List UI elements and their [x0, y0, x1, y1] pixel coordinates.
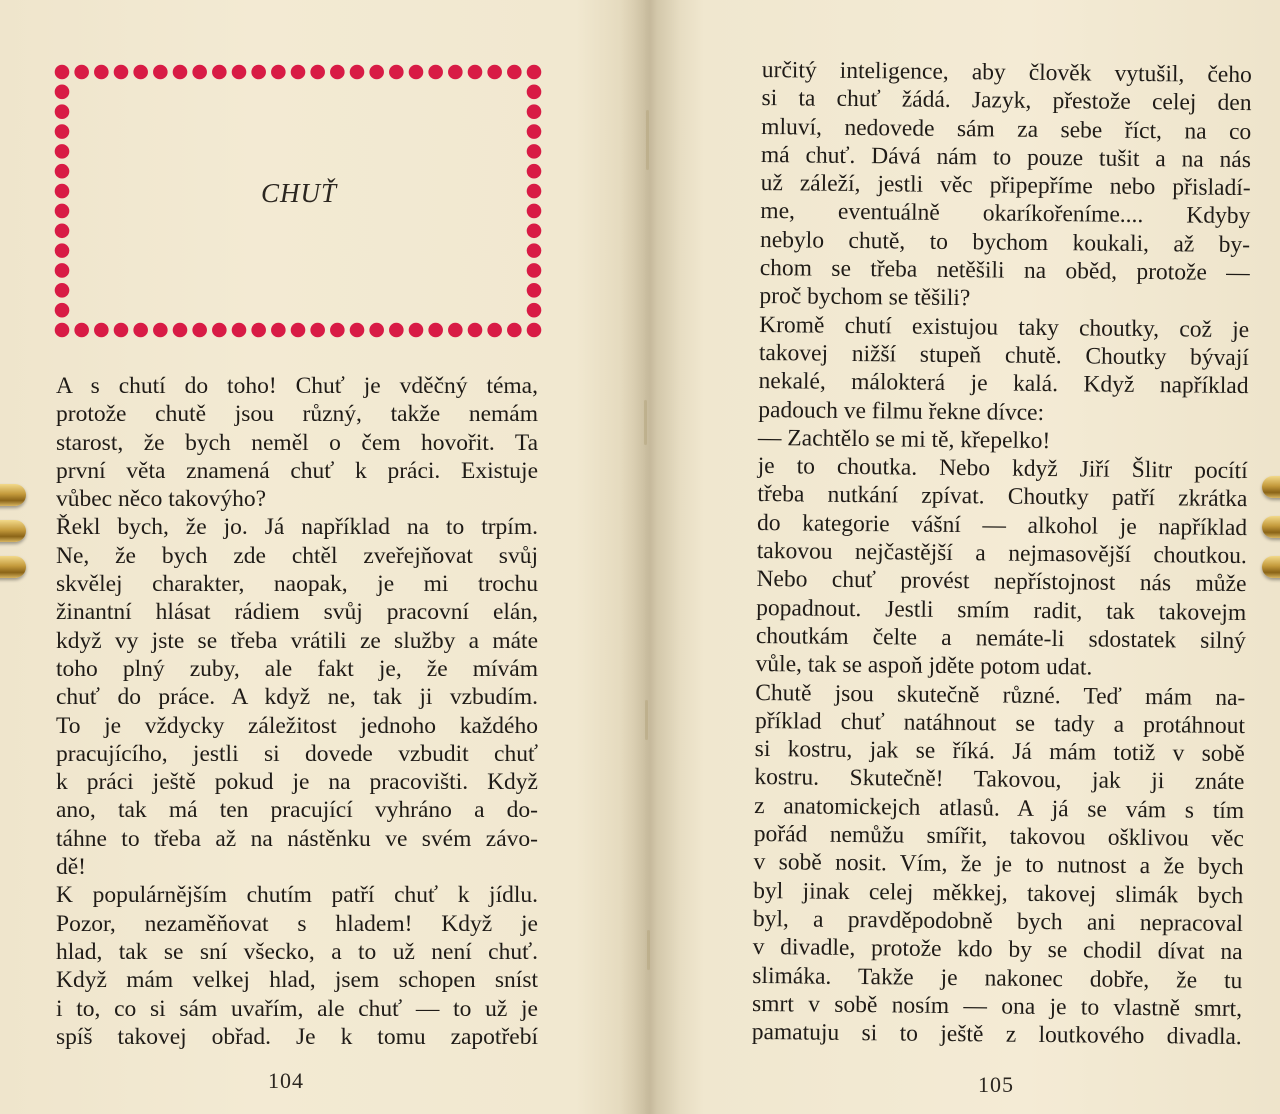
ornament-dot [271, 323, 286, 338]
ornament-dot [55, 243, 70, 258]
ornament-dot [212, 323, 227, 338]
ornament-dot [291, 323, 306, 338]
ornament-dot [468, 323, 483, 338]
text-line: když vy jste se třeba vrátili ze služby a máte [56, 627, 538, 654]
text-line: k práci ještě pokud je na pracovišti. Když [56, 769, 538, 796]
ornament-dot [507, 65, 522, 80]
ornament-dot [448, 323, 463, 338]
ornament-dot [527, 303, 542, 318]
ornament-dot [94, 323, 109, 338]
ornament-dot [55, 144, 70, 159]
ornament-dot [527, 243, 542, 258]
text-line: spíš takovej obřad. Je k tomu zapotřebí [56, 1023, 538, 1050]
ornament-dot [527, 263, 542, 278]
ornament-dot [173, 323, 188, 338]
ornament-dot [310, 323, 325, 338]
text-line: pořád nemůžu smířit, takovou ošklivou věc [753, 820, 1244, 853]
text-line: chom se třeba netěšili na oběd, protože — [759, 255, 1250, 287]
ornament-dot [507, 323, 522, 338]
text-line: protože chutě jsou různý, takže nemám [56, 401, 538, 428]
text-line: padouch ve filmu řekne dívce: [758, 396, 1045, 426]
ornament-dot [527, 144, 542, 159]
text-line: určitý inteligence, aby člověk vytušil, čeho [761, 56, 1252, 89]
text-line: třeba nutkání zpívat. Choutky patří zkrátka [757, 481, 1248, 513]
text-line: táhne to třeba až na nástěnku ve svém závo- [56, 825, 538, 852]
text-line: byl jinak celej měkkej, takovej slimák bych [753, 877, 1244, 909]
ornament-dot [114, 323, 129, 338]
text-line: si kostru, jak se říká. Já mám totiž v sobě [754, 736, 1245, 768]
ornament-dot [350, 65, 365, 80]
text-line: příklad chuť natáhnout se tady a protáhnout [754, 707, 1246, 739]
ornament-dot [428, 65, 443, 80]
ornament-dot [310, 65, 325, 80]
ornament-dot [192, 65, 207, 80]
ornament-dot [55, 164, 70, 179]
ornament-dot [487, 65, 502, 80]
text-line: pracujícího, jestli si dovede vzbudit chuť [56, 740, 538, 767]
ornament-dot [369, 65, 384, 80]
text-line: z anatomickejch atlasů. A já se vám s tím [754, 792, 1245, 824]
ornament-dot [428, 323, 443, 338]
ornament-dot [330, 323, 345, 338]
text-line: choutkám čelte a nemáte-li sdostatek silný [755, 622, 1247, 655]
text-line: je to choutka. Nebo když Jiří Šlitr pocítí [757, 453, 1248, 485]
ornament-dot [55, 104, 70, 119]
text-line: me, eventuálně okaríkořeníme.... Kdyby [760, 198, 1251, 230]
text-line: žinantní hlásat rádiem svůj pracovní elán, [56, 599, 538, 626]
ornament-dot [55, 263, 70, 278]
text-line: pamatuju si to ještě z loutkového divadla. [751, 1019, 1242, 1051]
chapter-heading: CHUŤ [260, 178, 338, 208]
ornament-dot [409, 65, 424, 80]
ornament-dot [232, 65, 247, 80]
text-line: slimáka. Takže je nakonec dobře, že tu [752, 962, 1243, 994]
ornament-dot [212, 65, 227, 80]
ornament-dot [527, 283, 542, 298]
text-line: Když mám velkej hlad, jsem schopen sníst [56, 967, 538, 994]
ornament-dot [55, 283, 70, 298]
text-line: skvělej charakter, naopak, je mi trochu [56, 571, 538, 598]
ornament-dot [330, 65, 345, 80]
text-line: byl, a pravděpodobně bych ani nepracoval [752, 905, 1244, 937]
ornament-dot [527, 104, 542, 119]
text-line: chuť do práce. A když ne, tak ji vzbudím. [56, 684, 538, 711]
text-line: vůle, tak se aspoň jděte potom udat. [755, 651, 1093, 681]
ornament-dot [468, 65, 483, 80]
ornament-dot [74, 323, 89, 338]
ornament-dot [55, 303, 70, 318]
ornament-dot [291, 65, 306, 80]
right-page-text [752, 56, 1252, 1051]
ornament-dot [409, 323, 424, 338]
text-line: — Zachtělo se mi tě, křepelko! [757, 424, 1051, 454]
ornament-dot [350, 323, 365, 338]
text-line: mluví, nedovede sám za sebe říct, na co [761, 113, 1252, 145]
text-line: nebylo chutě, to bychom koukali, až by- [759, 226, 1251, 258]
ornament-dot [74, 65, 89, 80]
ornament-dot [55, 223, 70, 238]
ornament-dot [527, 124, 542, 139]
ornament-dot [251, 65, 266, 80]
text-line: popadnout. Jestli smím radit, tak takovejm [756, 594, 1247, 626]
ornament-dot [192, 323, 207, 338]
text-line: Řekl bych, že jo. Já například na to trpím. [56, 514, 538, 541]
text-line: má chuť. Dává nám to pouze tušit a na nás [760, 141, 1252, 174]
text-line: smrt v sobě nosím — ona je to vlastně smrt, [751, 990, 1243, 1022]
ornament-dot [55, 124, 70, 139]
text-line: hlad, tak se sní všecko, a to už není chuť. [56, 938, 538, 965]
text-line: si ta chuť žádá. Jazyk, přestože celej den [761, 85, 1252, 117]
ornament-dot [55, 85, 70, 100]
text-line: takovou nejčastější a nejmasovější choutkou. [756, 538, 1247, 570]
text-line: do kategorie vášní — alkohol je například [756, 509, 1248, 541]
ornament-dot [232, 323, 247, 338]
ornament-dot [251, 323, 266, 338]
ornament-dot [448, 65, 463, 80]
text-line: Nebo chuť provést nepřístojnost nás může [756, 566, 1247, 598]
text-line: dě! [56, 854, 87, 881]
text-line: starost, že bych neměl o čem hovořit. Ta [56, 429, 538, 456]
left-page-text [56, 372, 538, 1051]
ornament-dot [153, 65, 168, 80]
text-line: kostru. Skutečně! Takovou, jak ji znáte [754, 764, 1245, 796]
text-line: v sobě nosit. Vím, že je to nutnost a že bych [753, 849, 1244, 881]
text-line: Pozor, nezaměňovat s hladem! Když je [56, 910, 538, 937]
ornament-dot [389, 65, 404, 80]
page-number-right: 105 [978, 1072, 1014, 1097]
ornament-dot [527, 323, 542, 338]
ornament-dot [114, 65, 129, 80]
ornament-dot [133, 65, 148, 80]
text-line: proč bychom se těšili? [759, 283, 971, 312]
text-line: i to, co si sám uvařím, ale chuť — to už je [56, 995, 538, 1022]
text-line: K populárnějším chutím patří chuť k jídlu. [56, 882, 538, 909]
text-line: nekalé, málokterá je kalá. Když například [758, 368, 1249, 400]
ornament-dot [369, 323, 384, 338]
ornament-dot [527, 65, 542, 80]
page-number-left: 104 [268, 1068, 304, 1093]
ornament-dot [527, 85, 542, 100]
ornament-dot [173, 65, 188, 80]
text-line: první věta znamená chuť k práci. Existuje [56, 457, 538, 484]
ornament-dot [487, 323, 502, 338]
ornament-dot [55, 323, 70, 338]
text-line: toho plný zuby, ale fakt je, že mívám [56, 655, 538, 682]
ornament-dot [153, 323, 168, 338]
ornament-dot [389, 323, 404, 338]
ornament-dot [55, 65, 70, 80]
text-line: Chutě jsou skutečně různé. Teď mám na- [755, 679, 1246, 711]
text-line: ano, tak má ten pracující vyhráno a do- [56, 797, 538, 824]
text-line: vůbec něco takovýho? [56, 486, 267, 513]
text-line: Kromě chutí existujou taky choutky, což je [759, 311, 1250, 343]
text-line: v divadle, protože kdo by se chodil dívat na [752, 934, 1243, 966]
ornament-dot [94, 65, 109, 80]
text-line: A s chutí do toho! Chuť je vděčný téma, [56, 373, 538, 399]
text-line: To je vždycky záležitost jednoho každého [56, 712, 538, 739]
text-line: takovej nižší stupeň chutě. Choutky bývají [758, 339, 1249, 372]
text-line: už záleží, jestli věc připepříme nebo přisladí- [760, 170, 1251, 202]
ornament-dot [133, 323, 148, 338]
text-line: Ne, že bych zde chtěl zveřejňovat svůj [56, 542, 538, 569]
ornament-dot [527, 164, 542, 179]
ornament-dot [271, 65, 286, 80]
ornament-dot [527, 223, 542, 238]
